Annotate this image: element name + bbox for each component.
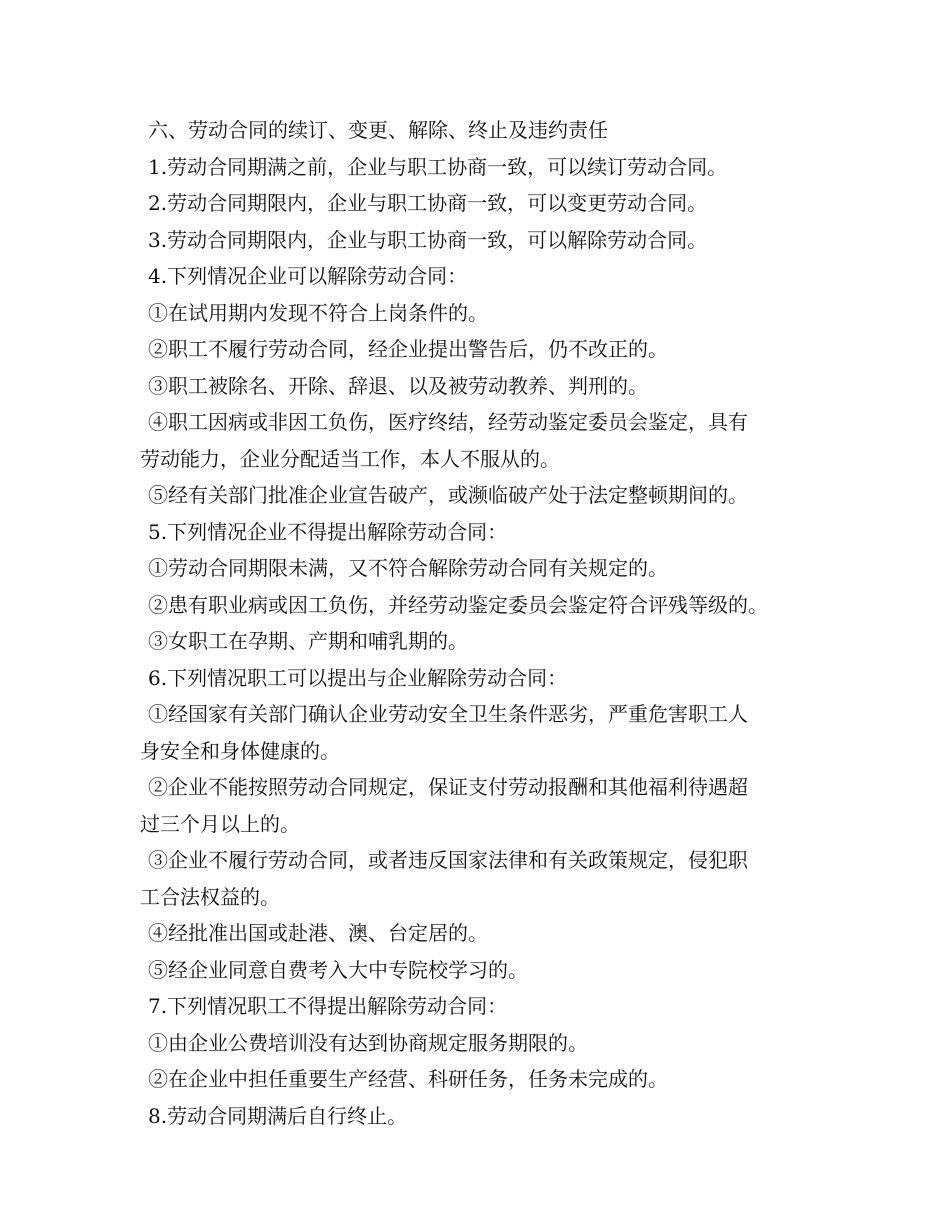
clause-4-item-2: ②职工不履行劳动合同，经企业提出警告后，仍不改正的。 bbox=[148, 337, 668, 361]
clause-6-item-2-cont: 过三个月以上的。 bbox=[140, 811, 300, 836]
clause-4-item-4-cont: 劳动能力，企业分配适当工作，本人不服从的。 bbox=[140, 446, 560, 471]
clause-6-item-3: ③企业不履行劳动合同，或者违反国家法律和有关政策规定，侵犯职 bbox=[148, 848, 748, 872]
document-body bbox=[140, 112, 820, 1134]
clause-5-item-1: ①劳动合同期限未满，又不符合解除劳动合同有关规定的。 bbox=[148, 556, 668, 580]
clause-6-item-3-cont: 工合法权益的。 bbox=[140, 884, 280, 909]
clause-4: 4.下列情况企业可以解除劳动合同： bbox=[148, 264, 468, 288]
clause-6-item-2: ②企业不能按照劳动合同规定，保证支付劳动报酬和其他福利待遇超 bbox=[148, 775, 748, 799]
clause-2: 2.劳动合同期限内，企业与职工协商一致，可以变更劳动合同。 bbox=[148, 191, 708, 215]
clause-7-item-2: ②在企业中担任重要生产经营、科研任务，任务未完成的。 bbox=[148, 1067, 668, 1091]
clause-5-item-2: ②患有职业病或因工负伤，并经劳动鉴定委员会鉴定符合评残等级的。 bbox=[148, 592, 768, 617]
clause-6-item-5: ⑤经企业同意自费考入大中专院校学习的。 bbox=[148, 957, 528, 982]
clause-6-item-4: ④经批准出国或赴港、澳、台定居的。 bbox=[148, 921, 488, 945]
clause-6: 6.下列情况职工可以提出与企业解除劳动合同： bbox=[148, 665, 568, 690]
clause-4-item-1: ①在试用期内发现不符合上岗条件的。 bbox=[148, 300, 488, 325]
clause-3: 3.劳动合同期限内，企业与职工协商一致，可以解除劳动合同。 bbox=[148, 227, 708, 252]
clause-4-item-5: ⑤经有关部门批准企业宣告破产，或濒临破产处于法定整顿期间的。 bbox=[148, 483, 748, 507]
clause-1: 1.劳动合同期满之前，企业与职工协商一致，可以续订劳动合同。 bbox=[148, 154, 728, 179]
clause-7: 7.下列情况职工不得提出解除劳动合同： bbox=[148, 994, 508, 1018]
clause-8: 8.劳动合同期满后自行终止。 bbox=[148, 1103, 408, 1128]
clause-4-item-4: ④职工因病或非因工负伤，医疗终结，经劳动鉴定委员会鉴定，具有 bbox=[148, 410, 748, 434]
section-heading: 六、劳动合同的续订、变更、解除、终止及违约责任 bbox=[148, 118, 608, 142]
clause-7-item-1: ①由企业公费培训没有达到协商规定服务期限的。 bbox=[148, 1030, 588, 1055]
clause-5-item-3: ③女职工在孕期、产期和哺乳期的。 bbox=[148, 629, 468, 653]
clause-6-item-1-cont: 身安全和身体健康的。 bbox=[140, 738, 340, 763]
clause-4-item-3: ③职工被除名、开除、辞退、以及被劳动教养、判刑的。 bbox=[148, 373, 648, 398]
clause-6-item-1: ①经国家有关部门确认企业劳动安全卫生条件恶劣，严重危害职工人 bbox=[148, 702, 748, 726]
clause-5: 5.下列情况企业不得提出解除劳动合同： bbox=[148, 519, 508, 544]
